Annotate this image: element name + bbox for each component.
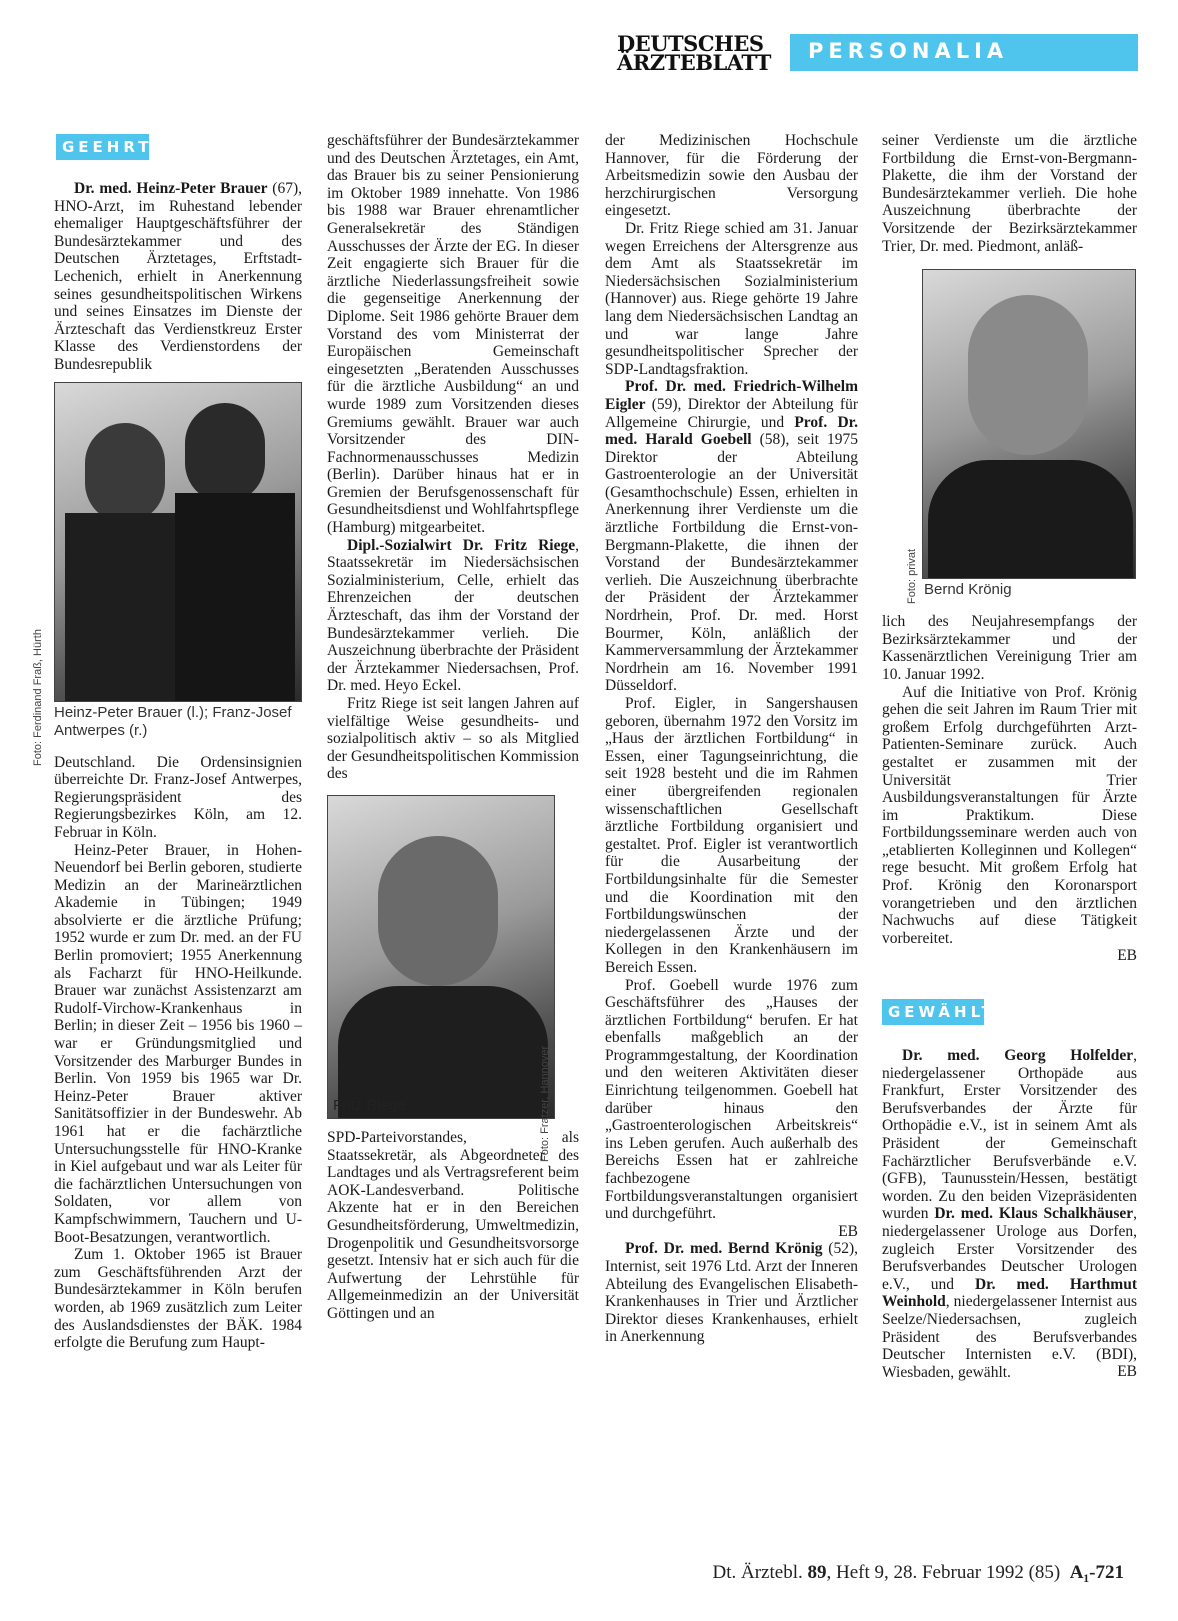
paragraph: Prof. Eigler, in Sangershausen geboren, übernahm 1972 den Vorsitz im „Haus der ärztlichen Fortbildung“ in Essen, einer Tagungseinrichtung, die seit 1928 besteht und die im Rahmen einer übergreifenden regionalen wissenschaftlichen Gesellschaft ärztliche Fortbildung organisiert und gestaltet. Prof. Eigler ist verantwortlich für die Ausarbeitung der Fortbildungsinhalte für die Semester und die Koordination mit den Fortbildungswünschen der niedergelassenen Ärzte und der Kollegen in den Krankenhäusern im Bereich Essen. <box>605 695 858 976</box>
person-name: Dr. med. Heinz-Peter Brauer <box>74 180 268 197</box>
paragraph-text: (67), HNO-Arzt, im Ruhestand lebender ehemaliger Hauptgeschäftsführer der Bundesärztekammer und des Deutschen Ärztetages, Erftstadt-Lechenich, erhielt in Anerkennung seines gesundheitspolitischen Wirkens und seines Einsatzes im Dienste der Ärzteschaft das Verdienstkreuz Erster Klasse des Verdienstordens der Bundesrepublik <box>54 180 302 373</box>
person-silhouette <box>85 423 165 523</box>
paragraph: Zum 1. Oktober 1965 ist Brauer zum Geschäftsführenden Arzt der Bundesärztekammer in Köln berufen worden, ab 1969 zusätzlich zum Leiter des Auslandsdienstes der BÄK. 1984 erfolgte die Berufung zum Haupt- <box>54 1246 302 1352</box>
person-silhouette <box>968 295 1088 455</box>
photo-caption: Heinz-Peter Brauer (l.); Franz-Josef Antwerpes (r.) <box>54 703 292 739</box>
masthead <box>0 30 1178 80</box>
person-name: Dipl.-Sozialwirt Dr. Fritz Riege <box>347 536 576 554</box>
photo-credit: Foto: privat <box>906 548 918 604</box>
photo-fritz-riege <box>327 795 555 1119</box>
page-number: A₁-721 <box>1069 1562 1124 1583</box>
person-body <box>65 513 175 702</box>
heading-geehrt: GEEHRT <box>56 134 149 160</box>
gewaehlt-paragraph <box>882 1047 1137 1381</box>
photo-credit: Foto: Ferdinand Fraß, Hürth <box>32 629 44 766</box>
paragraph: Fritz Riege ist seit langen Jahren auf vielfältige Weise gesundheits- und sozialpolitisch aktiv – so als Mitglied der Gesundheitspolitischen Kommission des <box>327 695 579 783</box>
heading-gewaehlt: GEWÄHLT <box>882 999 984 1025</box>
logo-line-2: ÄRZTEBLATT <box>617 50 771 75</box>
photo-caption: Fritz Riege <box>333 1096 406 1114</box>
column-4 <box>882 132 1137 1381</box>
volume: 89 <box>807 1562 827 1583</box>
logo-line-1: DEUTSCHES <box>617 31 764 56</box>
author-signoff: EB <box>1117 947 1137 965</box>
person-silhouette <box>185 403 265 503</box>
paragraph-text: , niedergelassener Orthopäde aus Frankfurt, Erster Vorsitzender des Berufsverbandes der Ärzte für Orthopädie e.V., ist in seinem Amt als Präsident der Gemeinschaft Fachärztlicher Berufsverbände e.V. (GFB), Taunusstein/Hessen, bestätigt worden. Zu den beiden Vizepräsidenten wurden <box>882 1047 1137 1223</box>
photo-credit: Foto: Fratzer, Hannover <box>539 1045 551 1162</box>
photo-bernd-kronig <box>922 269 1136 579</box>
paragraph-text: , Staatssekretär im Niedersächsischen Sozialministerium, Celle, erhielt das Ehrenzeichen der deutschen Ärzteschaft, das ihm der Vorstand der Bundesärztekammer verlieh. Die Auszeichnung überbrachte der Präsident der Ärztekammer Niedersachsen, Prof. Dr. med. Heyo Eckel. <box>327 536 579 695</box>
column-3 <box>605 132 858 1346</box>
paragraph: Deutschland. Die Ordensinsignien überreichte Dr. Franz-Josef Antwerpes, Regierungspräsident des Regierungsbezirkes Köln, am 12. Februar in Köln. <box>54 753 302 841</box>
photo-caption: Bernd Krönig <box>924 581 1012 599</box>
journal-logo <box>617 31 782 75</box>
person-name: Dr. med. Georg Holfelder <box>902 1047 1134 1065</box>
column-2 <box>327 132 579 1323</box>
paragraph: geschäftsführer der Bundesärztekammer und des Deutschen Ärztetages, ein Amt, das Brauer bis zu seiner Pensionierung im Oktober 1989 innehatte. Von 1986 bis 1988 war Brauer ehrenamtlicher Generalsekretär des Ständigen Ausschusses der Ärzte der EG. In dieser Zeit engagierte sich Brauer für die ärztliche Niederlassungsfreiheit sowie die gegenseitige Anerkennung der Diplome. Seit 1986 gehörte Brauer dem Vorstand des vom Ministerrat der Europäischen Gemeinschaft eingesetzten „Beratenden Ausschusses für die ärztliche Ausbildung“ an und wurde 1989 zum Vorsitzenden dieses Gremiums gewählt. Brauer war auch Vorsitzender des DIN-Fachnormenausschusses Medizin (Berlin). Darüber hinaus hat er in Gremien der Berufsgenossenschaft für Gesundheitsdienst und Wohlfahrtspflege (Hamburg) mitgearbeitet. <box>327 132 579 537</box>
journal-name: Dt. Ärztebl. <box>712 1562 803 1583</box>
paragraph: Dr. Fritz Riege schied am 31. Januar wegen Erreichens der Altersgrenze aus dem Amt als Staatssekretär im Niedersächsischen Sozialministerium (Hannover) aus. Riege gehörte 19 Jahre lang dem Niedersächsischen Landtag an und war lange Jahre gesundheitspolitischer Sprecher der SDP-Landtagsfraktion. <box>605 219 858 378</box>
eigler-goebell-intro <box>605 378 858 695</box>
person-body <box>175 493 295 702</box>
person-body <box>928 460 1133 579</box>
photo-brauer-antwerpes <box>54 382 302 702</box>
paragraph: Auf die Initiative von Prof. Krönig gehen die seit Jahren im Raum Trier mit großem Erfolg durchgeführten Arzt-Patienten-Seminare zurück. Auch gestaltet er zusammen mit der Universität Trier Ausbildungsveranstaltungen für Ärzte im Praktikum. Diese Fortbildungsseminare werden auch von „etablierten Kolleginnen und Kollegen“ rege besucht. Mit großem Erfolg hat Prof. Krönig den Koronarsport vorangetrieben und den ärztlichen Nachwuchs auf diese Tätigkeit vorbereitet. <box>882 683 1137 947</box>
paragraph-text: , niedergelassener Urologe aus Dorfen, zugleich Erster Vorsitzender des Berufsverbandes Deutscher Urologen e.V., und <box>882 1205 1137 1293</box>
brauer-intro <box>54 180 302 374</box>
author-signoff: EB <box>838 1222 858 1240</box>
column-1 <box>32 132 302 1352</box>
author-signoff: EB <box>1117 1363 1137 1381</box>
paragraph: der Medizinischen Hochschule Hannover, für die Förderung der Arbeitsmedizin sowie den Ausbau der herzchirurgischen Versorgung eingesetzt. <box>605 132 858 220</box>
person-name: Dr. med. Harthmut Weinhold <box>882 1275 1137 1311</box>
person-name: Dr. med. Klaus Schalkhäuser <box>934 1205 1134 1223</box>
paragraph: SPD-Parteivorstandes, als Staatssekretär, als Abgeordneter des Landtages und als Vertragsreferent beim AOK-Landesverband. Politische Akzente hat er in den Bereichen Gesundheitsförderung, Umweltmedizin, Drogenpolitik und Gesundheitsvorsorge gesetzt. Intensiv hat er sich auch für die Aufwertung der Lehrstühle für Allgemeinmedizin an der Universität Göttingen und an <box>327 1128 579 1322</box>
person-name: Prof. Dr. med. Friedrich-Wilhelm Eigler <box>605 378 858 413</box>
issue-info: , Heft 9, 28. Februar 1992 (85) <box>826 1562 1061 1583</box>
section-title: PERSONALIA <box>808 39 1009 63</box>
paragraph-text: , niedergelassener Internist aus Seelze/Niedersachsen, zugleich Präsident des Berufsverbandes Deutscher Internisten e.V. (BDI), Wiesbaden, gewählt. <box>882 1293 1137 1381</box>
paragraph: seiner Verdienste um die ärztliche Fortbildung die Ernst-von-Bergmann-Plakette, die ihm der Vorstand der Bundesärztekammer verlieh. Die hohe Auszeichnung überbrachte der Vorsitzende der Bezirksärztekammer Trier, Dr. med. Piedmont, anläß- <box>882 132 1137 255</box>
person-name: Prof. Dr. med. Harald Goebell <box>605 413 858 449</box>
paragraph: lich des Neujahresempfangs der Bezirksärztekammer und der Kassenärztlichen Vereinigung Trier am 10. Januar 1992. <box>882 613 1137 683</box>
person-silhouette <box>378 836 498 986</box>
paragraph-text: (52), Internist, seit 1976 Ltd. Arzt der Inneren Abteilung des Evangelischen Elisabeth-Krankenhauses in Trier und Ärztlicher Direktor dieses Krankenhauses, erhielt in Anerkennung <box>605 1240 858 1346</box>
paragraph-text: (59), Direktor der Abteilung für Allgemeine Chirurgie, und <box>605 395 858 431</box>
paragraph-text: (58), seit 1975 Direktor der Abteilung Gastroenterologie an der Universität (Gesamthochschule) Essen, erhielten in Anerkennung ihrer Verdienste um die ärztliche Fortbildung die Ernst-von-Bergmann-Plakette, die ihnen der Vorstand der Bundesärztekammer verlieh. Die Auszeichnung überbrachte der Präsident der Ärztekammer Nordrhein, Prof. Dr. med. Horst Bourmer, Köln, anläßlich der Kammerversammlung der Ärztekammer Nordrhein am 16. November 1991 Düsseldorf. <box>605 431 858 695</box>
paragraph: Heinz-Peter Brauer, in Hohen-Neuendorf bei Berlin geboren, studierte Medizin an der Marineärztlichen Akademie in Tübingen; 1949 absolvierte er die ärztliche Prüfung; 1952 wurde er zum Dr. med. an der FU Berlin promoviert; 1955 Anerkennung als Facharzt für HNO-Heilkunde. Brauer war zunächst Assistenzarzt am Rudolf-Virchow-Krankenhaus in Berlin; in dieser Zeit – 1956 bis 1960 – war er Gründungsmitglied und Vorsitzender des Marburger Bundes in Berlin. Von 1959 bis 1965 war Dr. Heinz-Peter Brauer aktiver Sanitätsoffizier in der Bundeswehr. Ab 1961 hat er die fachärztliche Untersuchungsstelle für HNO-Kranke in Kiel aufgebaut und war als Leiter für die fachärztlichen Untersuchungen von Soldaten, vor allem von Kampfschwimmern, Tauchern und U-Boot-Besatzungen, verantwortlich. <box>54 841 302 1246</box>
paragraph: Prof. Goebell wurde 1976 zum Geschäftsführer des „Hauses der ärztlichen Fortbildung“ berufen. Er hat ebenfalls maßgeblich an der Programmgestaltung, der Koordination und den weiteren Aktivitäten dieser Einrichtung teilgenommen. Goebell hat darüber hinaus den „Gastroenterologischen Arbeitskreis“ ins Leben gerufen. Auch außerhalb des Bereichs Essen hat er zahlreiche fachbezogene Fortbildungsveranstaltungen organisiert und durchgeführt. <box>605 976 858 1223</box>
riege-intro <box>327 537 579 695</box>
person-name: Prof. Dr. med. Bernd Krönig <box>625 1240 823 1258</box>
kronig-intro <box>605 1240 858 1346</box>
citation <box>713 1562 1125 1584</box>
